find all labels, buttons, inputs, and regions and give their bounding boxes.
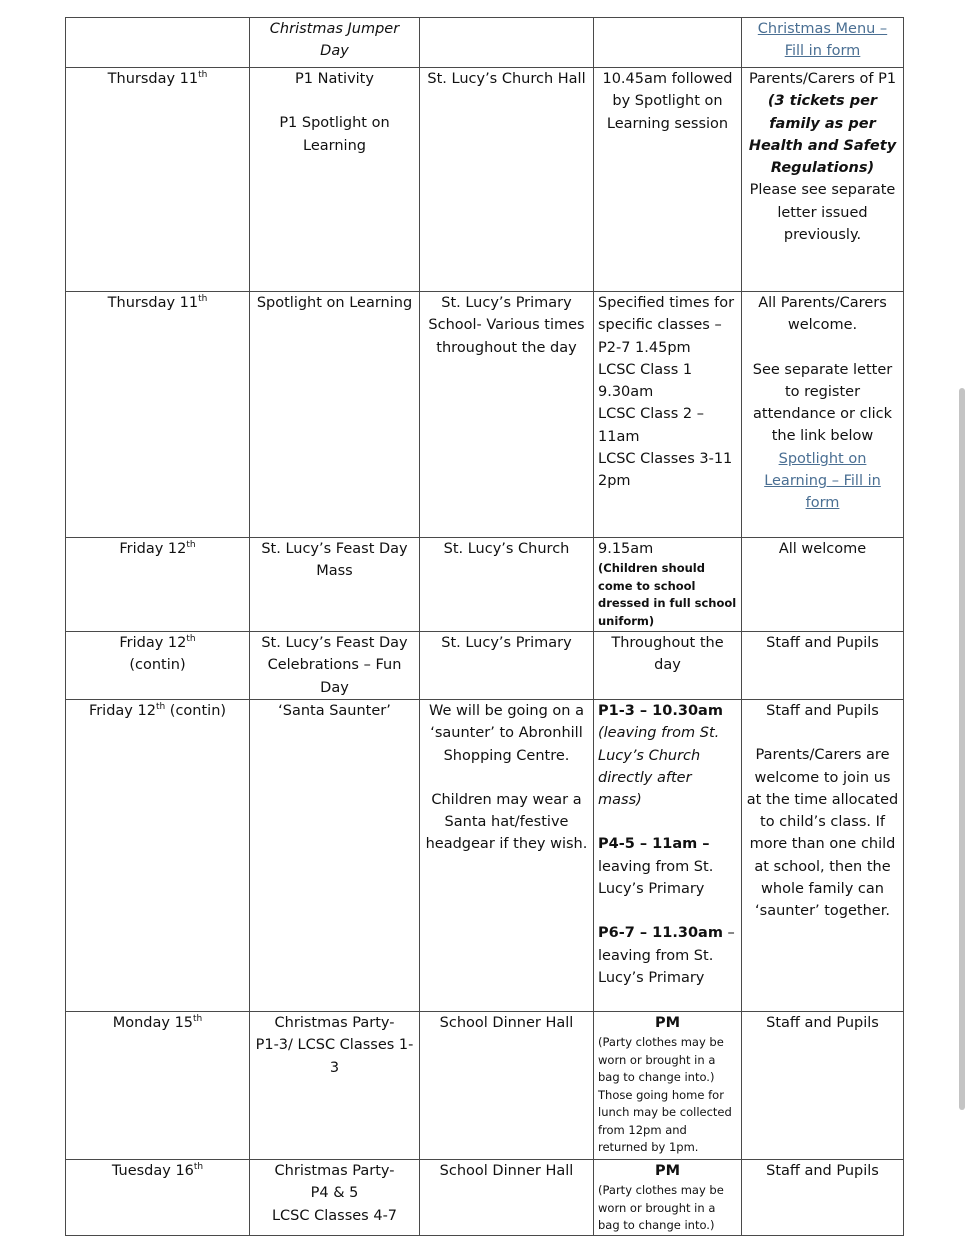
day-text: Monday 15 bbox=[112, 1015, 194, 1031]
ticket-note: (3 tickets per family as per Health and Safety Regulations) bbox=[748, 93, 897, 177]
audience-text: All welcome bbox=[778, 541, 867, 557]
venue-text: We will be going on a ‘saunter’ to Abronhill Shopping Centre. bbox=[429, 703, 584, 764]
venue-text: St. Lucy’s Primary School- Various times throughout the day bbox=[428, 295, 585, 356]
day-continued: (contin) bbox=[129, 657, 186, 674]
venue-cell bbox=[420, 292, 594, 538]
time-cell bbox=[594, 632, 742, 700]
audience-note: Parents/Carers are welcome to join us at the time allocated to child’s class. If more than one child at school, then the whole family can ‘saunter’ together. bbox=[746, 747, 899, 920]
time-text: LCSC Class 1 9.30am bbox=[598, 361, 693, 401]
time-text: LCSC Class 2 – 11am bbox=[598, 406, 704, 445]
venue-cell bbox=[420, 538, 594, 632]
audience-cell bbox=[742, 1012, 904, 1160]
event-cell bbox=[250, 538, 420, 632]
audience-note: Please see separate letter issued previously. bbox=[749, 182, 896, 244]
audience-cell bbox=[742, 700, 904, 1012]
audience-text: Staff and Pupils bbox=[766, 1163, 879, 1179]
day-cell bbox=[66, 1012, 250, 1160]
table-row bbox=[66, 68, 904, 292]
time-text: P1-3 – 10.30am bbox=[598, 703, 723, 719]
day-suffix: th bbox=[198, 70, 208, 81]
venue-text: St. Lucy’s Church Hall bbox=[427, 71, 586, 87]
time-note: – leaving from St. Lucy’s Primary bbox=[598, 925, 735, 986]
time-text: P4-5 – 11am – bbox=[598, 836, 710, 853]
uniform-note: (Children should come to school dressed in full school uniform) bbox=[598, 561, 737, 628]
event-cell bbox=[250, 632, 420, 700]
day-cell bbox=[66, 68, 250, 292]
time-text: P2-7 1.45pm bbox=[598, 339, 691, 356]
event-text: Christmas Party- bbox=[274, 1163, 395, 1179]
venue-text: St. Lucy’s Church bbox=[443, 541, 570, 557]
audience-text: Staff and Pupils bbox=[766, 1015, 879, 1031]
vertical-scrollbar[interactable] bbox=[959, 388, 965, 1110]
day-text: Thursday 11 bbox=[107, 295, 199, 311]
day-suffix: th bbox=[155, 702, 166, 713]
event-text: Christmas Jumper Day bbox=[269, 21, 400, 60]
event-cell bbox=[250, 1160, 420, 1236]
event-text: P1-3/ LCSC Classes 1-3 bbox=[255, 1037, 414, 1076]
event-cell bbox=[250, 68, 420, 292]
venue-cell bbox=[420, 68, 594, 292]
audience-note: See separate letter to register attendance or click the link below bbox=[752, 361, 893, 445]
venue-text: St. Lucy’s Primary bbox=[441, 635, 572, 651]
venue-text: School Dinner Hall bbox=[439, 1163, 574, 1179]
day-continued: (contin) bbox=[165, 703, 227, 719]
time-cell bbox=[594, 1012, 742, 1160]
day-text: Tuesday 16 bbox=[111, 1163, 194, 1179]
audience-cell bbox=[742, 292, 904, 538]
event-cell bbox=[250, 700, 420, 1012]
event-text: Spotlight on Learning bbox=[256, 295, 413, 311]
day-suffix: th bbox=[186, 540, 196, 551]
time-cell bbox=[594, 292, 742, 538]
audience-text: Staff and Pupils bbox=[766, 635, 879, 651]
table-row bbox=[66, 700, 904, 1012]
day-text: Friday 12 bbox=[88, 703, 156, 719]
time-cell bbox=[594, 68, 742, 292]
time-text: PM bbox=[654, 1163, 681, 1179]
time-cell bbox=[594, 1160, 742, 1236]
day-suffix: th bbox=[198, 294, 208, 305]
day-cell bbox=[66, 1160, 250, 1236]
day-text: Thursday 11 bbox=[107, 71, 199, 87]
table-row bbox=[66, 292, 904, 538]
table-row bbox=[66, 1160, 904, 1236]
audience-text: Parents/Carers of P1 bbox=[748, 71, 897, 87]
event-text: St. Lucy’s Feast Day Mass bbox=[261, 541, 408, 580]
party-note: (Party clothes may be worn or brought in a bag to change into.) Those going home for lunch may be collected from 12pm and returned by 1pm. bbox=[598, 1035, 732, 1155]
time-text: PM bbox=[654, 1015, 681, 1031]
event-text: LCSC Classes 4-7 bbox=[271, 1207, 398, 1224]
spotlight-form-link[interactable]: Spotlight on Learning – Fill in form bbox=[764, 450, 881, 512]
time-text: LCSC Classes 3-11 2pm bbox=[598, 451, 733, 490]
event-text: P1 Nativity bbox=[295, 71, 374, 87]
venue-cell bbox=[420, 632, 594, 700]
event-text: ‘Santa Saunter’ bbox=[278, 703, 391, 719]
venue-note: Children may wear a Santa hat/festive headgear if they wish. bbox=[425, 791, 588, 853]
time-text: Specified times for specific classes – bbox=[598, 295, 735, 334]
day-cell bbox=[66, 632, 250, 700]
audience-text: All Parents/Carers welcome. bbox=[758, 295, 887, 334]
time-cell bbox=[594, 700, 742, 1012]
time-note: (leaving from St. Lucy’s Church directly after mass) bbox=[598, 725, 720, 809]
party-note: (Party clothes may be worn or brought in a bag to change into.) bbox=[598, 1183, 724, 1233]
event-cell bbox=[250, 1012, 420, 1160]
event-cell bbox=[250, 292, 420, 538]
audience-cell bbox=[742, 632, 904, 700]
venue-text: School Dinner Hall bbox=[439, 1015, 574, 1031]
audience-cell bbox=[742, 68, 904, 292]
event-text: St. Lucy’s Feast Day Celebrations – Fun Day bbox=[261, 635, 408, 696]
audience-cell bbox=[742, 18, 904, 68]
day-cell bbox=[66, 538, 250, 632]
event-text: Christmas Party- bbox=[274, 1015, 395, 1031]
event-text: P1 Spotlight on Learning bbox=[279, 115, 390, 154]
christmas-menu-form-link[interactable]: Christmas Menu – Fill in form bbox=[757, 21, 888, 60]
day-cell bbox=[66, 292, 250, 538]
audience-cell bbox=[742, 538, 904, 632]
venue-cell bbox=[420, 1012, 594, 1160]
table-row bbox=[66, 18, 904, 68]
venue-cell bbox=[420, 700, 594, 1012]
time-text: P6-7 – 11.30am bbox=[598, 925, 723, 942]
christmas-events-table bbox=[65, 17, 904, 1236]
day-cell bbox=[66, 700, 250, 1012]
venue-cell bbox=[420, 18, 594, 68]
time-cell bbox=[594, 538, 742, 632]
table-row bbox=[66, 1012, 904, 1160]
day-suffix: th bbox=[186, 634, 196, 645]
event-cell bbox=[250, 18, 420, 68]
day-text: Friday 12 bbox=[119, 541, 187, 557]
table-row bbox=[66, 632, 904, 700]
time-text: 10.45am followed by Spotlight on Learning session bbox=[602, 71, 733, 132]
table-row bbox=[66, 538, 904, 632]
day-cell bbox=[66, 18, 250, 68]
time-note: leaving from St. Lucy’s Primary bbox=[598, 858, 714, 898]
day-text: Friday 12 bbox=[119, 635, 187, 651]
venue-cell bbox=[420, 1160, 594, 1236]
day-suffix: th bbox=[193, 1014, 203, 1025]
day-suffix: th bbox=[193, 1162, 204, 1173]
time-text: 9.15am bbox=[598, 541, 654, 557]
time-text: Throughout the day bbox=[611, 635, 724, 674]
audience-text: Staff and Pupils bbox=[766, 703, 879, 719]
audience-cell bbox=[742, 1160, 904, 1236]
time-cell bbox=[594, 18, 742, 68]
event-text: P4 & 5 bbox=[310, 1185, 359, 1202]
